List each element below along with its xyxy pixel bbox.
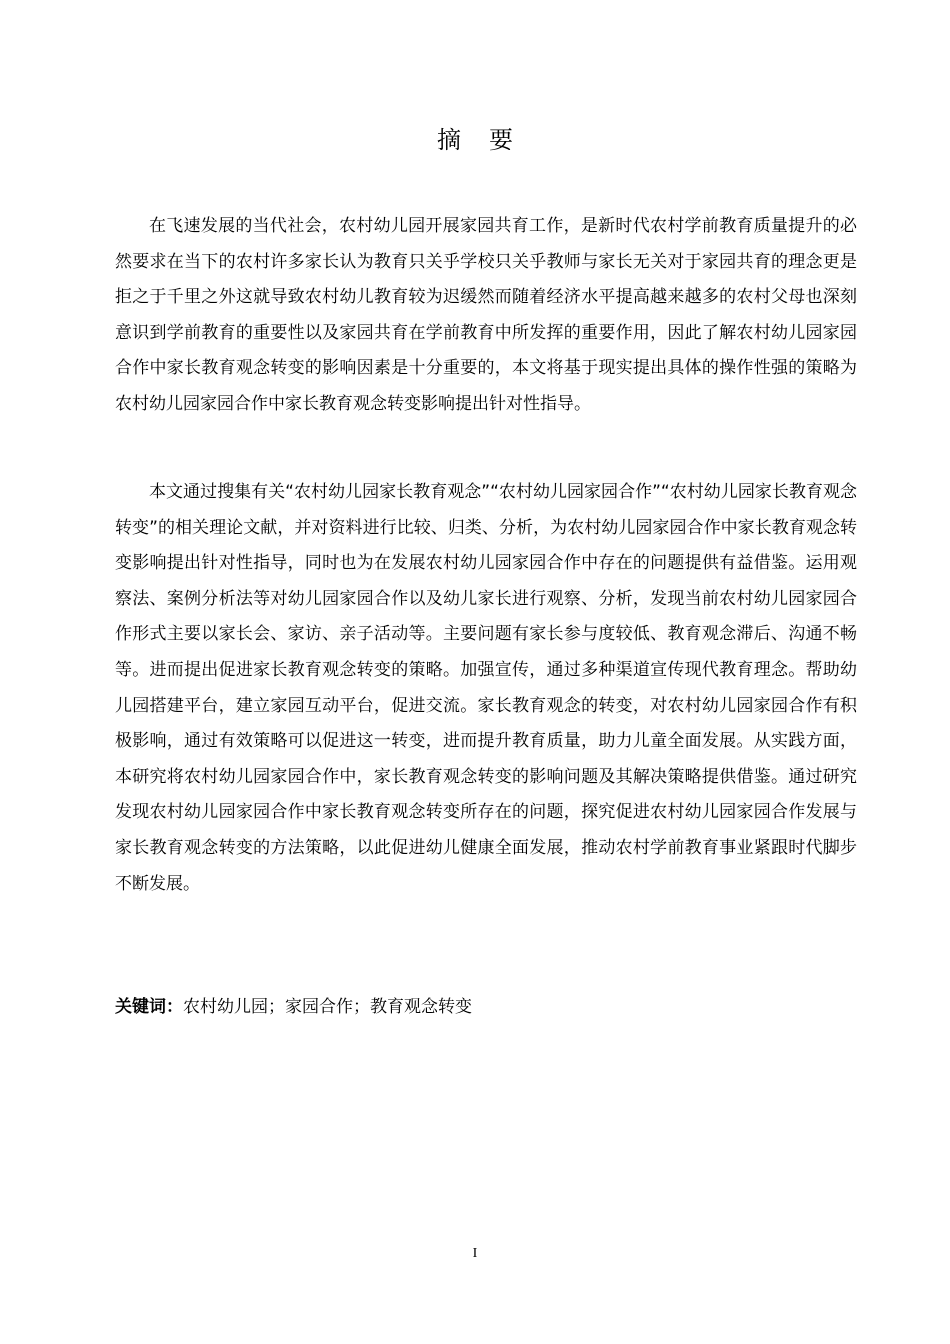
- keywords-text: 农村幼儿园；家园合作；教育观念转变: [183, 997, 472, 1017]
- title-char-1: 摘: [437, 126, 461, 154]
- title-char-2: 要: [489, 126, 513, 154]
- keywords-line: [115, 992, 857, 1022]
- page-title: [0, 124, 950, 156]
- abstract-paragraph-1: 在飞速发展的当代社会，农村幼儿园开展家园共育工作，是新时代农村学前教育质量提升的必然要求在当下的农村许多家长认为教育只关乎学校只关乎教师与家长无关对于家园共育的理念更是拒之于千里之外这就导致农村幼儿教育较为迟缓然而随着经济水平提高越来越多的农村父母也深刻意识到学前教育的重要性以及家园共育在学前教育中所发挥的重要作用，因此了解农村幼儿园家园合作中家长教育观念转变的影响因素是十分重要的，本文将基于现实提出具体的操作性强的策略为农村幼儿园家园合作中家长教育观念转变影响提出针对性指导。: [115, 216, 857, 414]
- keywords-label: 关键词：: [115, 997, 183, 1017]
- page-number: I: [472, 1246, 478, 1261]
- abstract-paragraph-2: 本文通过搜集有关“农村幼儿园家长教育观念”“农村幼儿园家园合作”“农村幼儿园家长教育观念转变”的相关理论文献，并对资料进行比较、归类、分析，为农村幼儿园家园合作中家长教育观念转变影响提出针对性指导，同时也为在发展农村幼儿园家园合作中存在的问题提供有益借鉴。运用观察法、案例分析法等对幼儿园家园合作以及幼儿家长进行观察、分析，发现当前农村幼儿园家园合作形式主要以家长会、家访、亲子活动等。主要问题有家长参与度较低、教育观念滞后、沟通不畅等。进而提出促进家长教育观念转变的策略。加强宣传，通过多种渠道宣传现代教育理念。帮助幼儿园搭建平台，建立家园互动平台，促进交流。家长教育观念的转变，对农村幼儿园家园合作有积极影响，通过有效策略可以促进这一转变，进而提升教育质量，助力儿童全面发展。从实践方面，本研究将农村幼儿园家园合作中，家长教育观念转变的影响问题及其解决策略提供借鉴。通过研究发现农村幼儿园家园合作中家长教育观念转变所存在的问题，探究促进农村幼儿园家园合作发展与家长教育观念转变的方法策略，以此促进幼儿健康全面发展，推动农村学前教育事业紧跟时代脚步不断发展。: [115, 482, 857, 894]
